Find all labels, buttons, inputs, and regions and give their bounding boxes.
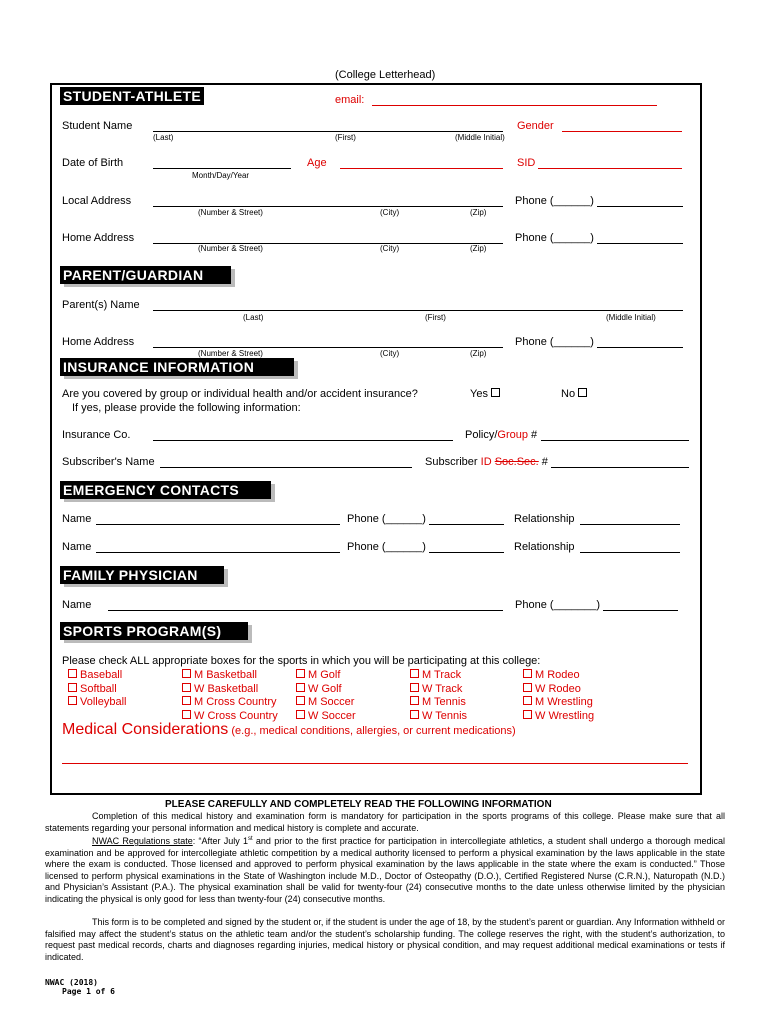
checkbox-icon[interactable]	[182, 710, 191, 719]
physician-phone-label: Phone (_______)	[515, 599, 601, 611]
sport-label: W Rodeo	[535, 682, 581, 695]
insurance-company-label: Insurance Co.	[62, 429, 131, 441]
emergency-name-field-2[interactable]	[96, 552, 340, 553]
emergency-phone-label-1: Phone (______)	[347, 513, 426, 525]
caption-zip: (Zip)	[470, 244, 487, 253]
local-phone-label: Phone (______)	[515, 195, 594, 207]
notice-p2-sup: st	[248, 836, 253, 842]
no-label: No	[561, 388, 576, 400]
age-label: Age	[307, 157, 327, 169]
checkbox-icon[interactable]	[182, 696, 191, 705]
insurance-company-field[interactable]	[153, 440, 453, 441]
caption-city: (City)	[380, 244, 400, 253]
emergency-relationship-label-2: Relationship	[514, 541, 575, 553]
sport-option-w-golf[interactable]	[296, 683, 342, 695]
nwac-regulations-link: NWAC Regulations state	[92, 836, 193, 846]
sport-option-w-track[interactable]	[410, 683, 462, 695]
policy-hash: #	[531, 429, 538, 441]
sport-option-m-golf[interactable]	[296, 669, 340, 681]
insurance-yes-option[interactable]	[470, 388, 500, 400]
sport-label: M Wrestling	[535, 696, 593, 708]
sport-option-m-tennis[interactable]	[410, 696, 466, 708]
letterhead: (College Letterhead)	[335, 69, 436, 81]
parent-address-field[interactable]	[153, 347, 503, 348]
emergency-header: EMERGENCY CONTACTS	[60, 481, 271, 499]
home-phone-label: Phone (______)	[515, 232, 594, 244]
insurance-no-option[interactable]	[561, 388, 587, 400]
notice-paragraph-1	[45, 811, 725, 834]
notice-paragraph-3	[45, 917, 725, 963]
group-label: Group	[497, 429, 528, 441]
subscriber-name-field[interactable]	[160, 467, 412, 468]
soc-sec-word: Soc.Sec.	[494, 456, 539, 468]
caption-first: (First)	[335, 133, 356, 142]
caption-last: (Last)	[243, 313, 264, 322]
caption-last: (Last)	[153, 133, 174, 142]
dob-field[interactable]	[153, 168, 291, 169]
gender-field[interactable]	[562, 131, 682, 132]
sport-option-m-wrestling[interactable]	[523, 696, 593, 708]
sport-label: Baseball	[80, 669, 123, 681]
caption-dob: Month/Day/Year	[192, 171, 250, 180]
sport-label: W Golf	[308, 682, 342, 695]
checkbox-icon[interactable]	[296, 696, 305, 705]
dob-label: Date of Birth	[62, 157, 124, 169]
emergency-relationship-field-2[interactable]	[580, 552, 680, 553]
sport-option-m-basketball[interactable]	[182, 669, 257, 681]
sport-option-m-rodeo[interactable]	[523, 669, 580, 681]
sport-option-baseball[interactable]	[68, 669, 122, 681]
subscriber-id-label	[425, 456, 548, 468]
emergency-phone-field-1[interactable]	[429, 524, 504, 525]
insurance-question: Are you covered by group or individual health and/or accident insurance?	[62, 388, 418, 400]
sport-option-m-soccer[interactable]	[296, 696, 354, 708]
gender-label: Gender	[517, 120, 554, 132]
sport-label: W Cross Country	[194, 709, 278, 722]
checkbox-icon[interactable]	[410, 669, 419, 678]
checkbox-icon[interactable]	[296, 669, 305, 678]
notice-p2-text-a: : “After July 1	[192, 836, 248, 846]
no-checkbox[interactable]	[578, 388, 587, 397]
sports-header: SPORTS PROGRAM(S)	[60, 622, 248, 640]
checkbox-icon[interactable]	[296, 710, 305, 719]
notice-title: PLEASE CAREFULLY AND COMPLETELY READ THE FOLLOWING INFORMATION	[165, 799, 552, 810]
caption-city: (City)	[380, 208, 400, 217]
sport-option-w-soccer[interactable]	[296, 710, 356, 722]
sport-label: M Track	[422, 669, 462, 681]
policy-group-label	[465, 429, 537, 441]
notice-p2-text-b: and prior to the first practice for participation in intercollegiate athletics, a student shall undergo a thorough medical examination and be approved for intercollegiate athletic competition by a medical authority licensed to perform a physical examination by the laws applicable in the state where the exam is conducted. Those licensed and approved to perform physical examination by the laws applicable in the state where the exam is conducted.” Those licensed to perform physical examinations in the State of Washington include M.D., Doctor of Osteopathy (D.O.), Certified Registered Nurse (C.R.N.), Naturopath (N.D.) and Physician’s Assistant (P.A.). The physical examination shall be valid for twenty-four (24) consecutive months to the date unless otherwise limited by the physician indicating the physical is only good for less than twenty-four (24) consecutive months.	[45, 836, 725, 904]
sport-label: W Basketball	[194, 682, 259, 695]
notice-p1-text: Completion of this medical history and examination form is mandatory for participation in the sports programs of this college. Please make sure that all statements regarding your personal information and medical history is complete and accurate.	[45, 811, 725, 833]
physician-phone-field[interactable]	[603, 610, 678, 611]
email-label: email:	[335, 94, 365, 106]
yes-checkbox[interactable]	[491, 388, 500, 397]
sport-option-softball[interactable]	[68, 683, 117, 695]
emergency-name-label-1: Name	[62, 513, 92, 525]
parent-phone-label: Phone (______)	[515, 336, 594, 348]
checkbox-icon[interactable]	[523, 669, 532, 678]
sport-option-w-wrestling[interactable]	[523, 710, 594, 722]
caption-zip: (Zip)	[470, 208, 487, 217]
caption-city: (City)	[380, 349, 400, 358]
caption-middle: (Middle Initial)	[455, 133, 505, 142]
sport-option-w-tennis[interactable]	[410, 710, 467, 722]
medical-considerations	[62, 721, 516, 739]
sport-label: Softball	[80, 682, 117, 695]
insurance-followup: If yes, please provide the following information:	[72, 402, 301, 414]
emergency-relationship-field-1[interactable]	[580, 524, 680, 525]
sport-option-volleyball[interactable]	[68, 696, 126, 708]
physician-name-field[interactable]	[108, 610, 503, 611]
checkbox-icon[interactable]	[68, 683, 77, 692]
caption-first: (First)	[425, 313, 446, 322]
checkbox-icon[interactable]	[68, 669, 77, 678]
checkbox-icon[interactable]	[182, 669, 191, 678]
footer-code: NWAC (2018)	[45, 978, 98, 987]
checkbox-icon[interactable]	[410, 683, 419, 692]
student-name-label: Student Name	[62, 120, 133, 132]
local-phone-field[interactable]	[597, 206, 683, 207]
physician-name-label: Name	[62, 599, 92, 611]
sid-field[interactable]	[538, 168, 682, 169]
insurance-header: INSURANCE INFORMATION	[60, 358, 294, 376]
local-address-field[interactable]	[153, 206, 503, 207]
emergency-relationship-label-1: Relationship	[514, 513, 575, 525]
form-frame	[50, 83, 702, 795]
medical-title: Medical Considerations	[62, 721, 229, 738]
checkbox-icon[interactable]	[410, 696, 419, 705]
sport-label: M Basketball	[194, 669, 257, 681]
parent-phone-field[interactable]	[597, 347, 683, 348]
sport-label: W Track	[422, 682, 463, 695]
checkbox-icon[interactable]	[523, 710, 532, 719]
parent-address-label: Home Address	[62, 336, 135, 348]
checkbox-icon[interactable]	[68, 696, 77, 705]
notice-paragraph-2	[45, 834, 725, 906]
policy-number-field[interactable]	[541, 440, 689, 441]
checkbox-icon[interactable]	[523, 696, 532, 705]
student-name-field[interactable]	[153, 131, 503, 132]
sport-option-m-cross-country[interactable]	[182, 696, 277, 708]
emergency-name-label-2: Name	[62, 541, 92, 553]
caption-street: (Number & Street)	[198, 244, 263, 253]
checkbox-icon[interactable]	[182, 683, 191, 692]
caption-street: (Number & Street)	[198, 349, 263, 358]
sport-label: W Tennis	[422, 709, 468, 722]
emergency-phone-field-2[interactable]	[429, 552, 504, 553]
sport-option-w-basketball[interactable]	[182, 683, 258, 695]
local-address-label: Local Address	[62, 195, 132, 207]
home-address-label: Home Address	[62, 232, 135, 244]
sport-label: M Tennis	[422, 696, 466, 708]
checkbox-icon[interactable]	[523, 683, 532, 692]
physician-header: FAMILY PHYSICIAN	[60, 566, 224, 584]
sport-label: W Soccer	[308, 709, 356, 722]
subscriber-id-field[interactable]	[551, 467, 689, 468]
subscriber-word: Subscriber	[425, 456, 478, 468]
id-word: ID	[480, 456, 492, 468]
emergency-name-field-1[interactable]	[96, 524, 340, 525]
parent-names-field[interactable]	[153, 310, 683, 311]
age-field[interactable]	[340, 168, 503, 169]
caption-street: (Number & Street)	[198, 208, 263, 217]
subscriber-name-label: Subscriber's Name	[62, 456, 155, 468]
sport-option-w-rodeo[interactable]	[523, 683, 581, 695]
sport-label: W Wrestling	[535, 709, 595, 722]
parent-names-label: Parent(s) Name	[62, 299, 140, 311]
policy-label: Policy/	[465, 429, 498, 441]
sport-label: Volleyball	[80, 696, 127, 708]
emergency-phone-label-2: Phone (______)	[347, 541, 426, 553]
parent-guardian-header: PARENT/GUARDIAN	[60, 266, 231, 284]
medical-hint: (e.g., medical conditions, allergies, or current medications)	[231, 725, 516, 737]
sport-option-w-cross-country[interactable]	[182, 710, 278, 722]
subscriber-hash: #	[541, 456, 548, 468]
sport-label: M Golf	[308, 669, 341, 681]
email-field[interactable]	[372, 105, 657, 106]
sport-label: M Cross Country	[194, 696, 277, 708]
caption-zip: (Zip)	[470, 349, 487, 358]
sport-label: M Rodeo	[535, 669, 580, 681]
medical-considerations-field[interactable]	[62, 763, 688, 764]
sports-instruction: Please check ALL appropriate boxes for the sports in which you will be participating at this college:	[62, 655, 541, 667]
footer-page: Page 1 of 6	[62, 987, 115, 996]
student-athlete-header: STUDENT-ATHLETE	[60, 87, 204, 105]
yes-label: Yes	[470, 388, 488, 400]
notice-p3-text: This form is to be completed and signed by the student or, if the student is under the age of 18, by the student’s parent or guardian. Any Information withheld or falsified may affect the student’s status on the athletic team and/or the student’s scholarship funding. The college reserves the right, with the student’s authorization, to request past medical records, charts and diagnoses regarding injuries, medical history or physical condition, and may request additional medical examinations or tests if indicated.	[45, 917, 725, 962]
caption-middle: (Middle Initial)	[606, 313, 656, 322]
sid-label: SID	[517, 157, 536, 169]
sport-option-m-track[interactable]	[410, 669, 461, 681]
sport-label: M Soccer	[308, 696, 355, 708]
checkbox-icon[interactable]	[296, 683, 305, 692]
home-phone-field[interactable]	[597, 243, 683, 244]
checkbox-icon[interactable]	[410, 710, 419, 719]
